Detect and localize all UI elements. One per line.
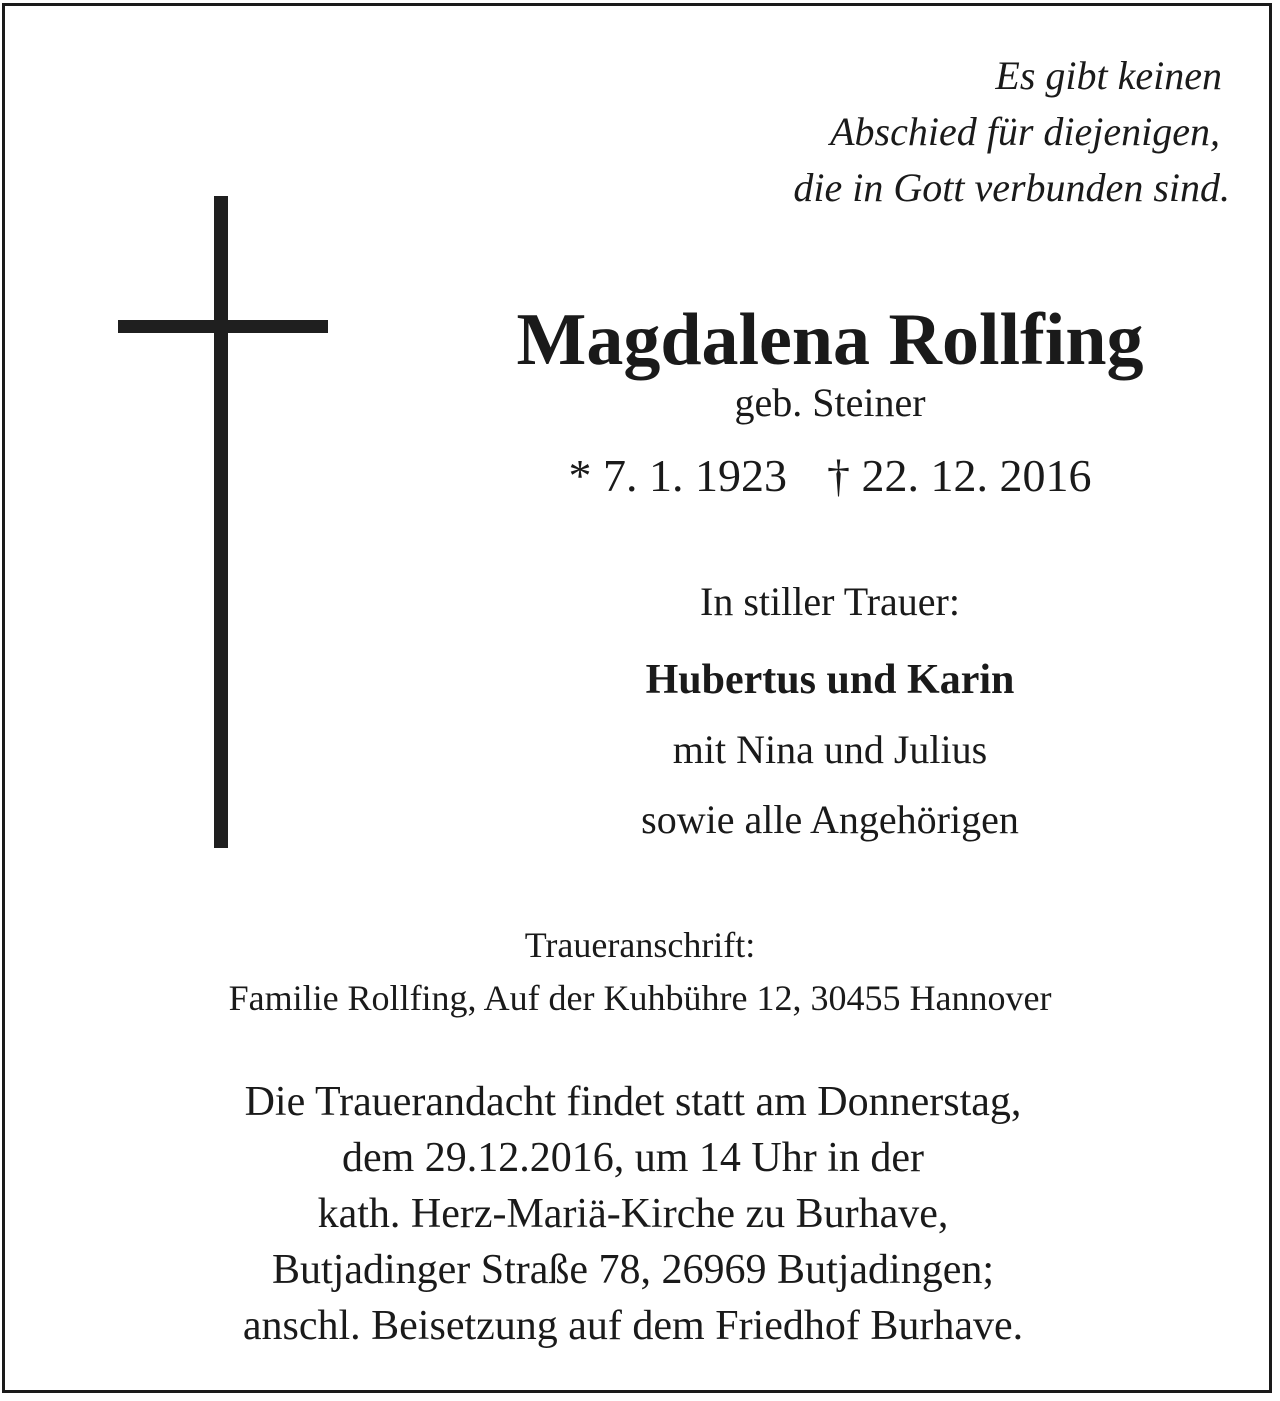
latin-cross-icon [118, 196, 328, 848]
epitaph-line: Es gibt keinen [995, 53, 1222, 98]
service-line: anschl. Beisetzung auf dem Friedhof Burhave. [242, 1303, 1024, 1349]
cross-horizontal-bar [118, 320, 328, 333]
address-label: Traueranschrift: [524, 925, 756, 965]
death-date: † 22. 12. 2016 [827, 450, 1092, 501]
epitaph-line: die in Gott verbunden sind. [793, 165, 1230, 210]
deceased-name: Magdalena Rollfing [516, 299, 1144, 381]
service-line: Butjadinger Straße 78, 26969 Butjadingen; [271, 1247, 995, 1293]
life-dates [430, 448, 1230, 504]
service-line: kath. Herz-Mariä-Kirche zu Burhave, [317, 1191, 949, 1237]
address-text: Familie Rollfing, Auf der Kuhbühre 12, 30455 Hannover [228, 978, 1052, 1018]
epitaph-quote [530, 48, 1230, 216]
primary-mourners: Hubertus und Karin [645, 657, 1015, 703]
birth-date: * 7. 1. 1923 [568, 450, 787, 501]
service-details [0, 1074, 1266, 1354]
secondary-mourners: mit Nina und Julius [672, 727, 988, 772]
service-line: Die Trauerandacht findet statt am Donnerstag, [244, 1079, 1022, 1125]
epitaph-line: Abschied für diejenigen, [830, 109, 1220, 154]
mourning-intro: In stiller Trauer: [700, 579, 960, 624]
birth-name: geb. Steiner [734, 380, 926, 425]
cross-vertical-bar [214, 196, 228, 848]
other-mourners: sowie alle Angehörigen [641, 797, 1019, 842]
service-line: dem 29.12.2016, um 14 Uhr in der [341, 1135, 925, 1181]
